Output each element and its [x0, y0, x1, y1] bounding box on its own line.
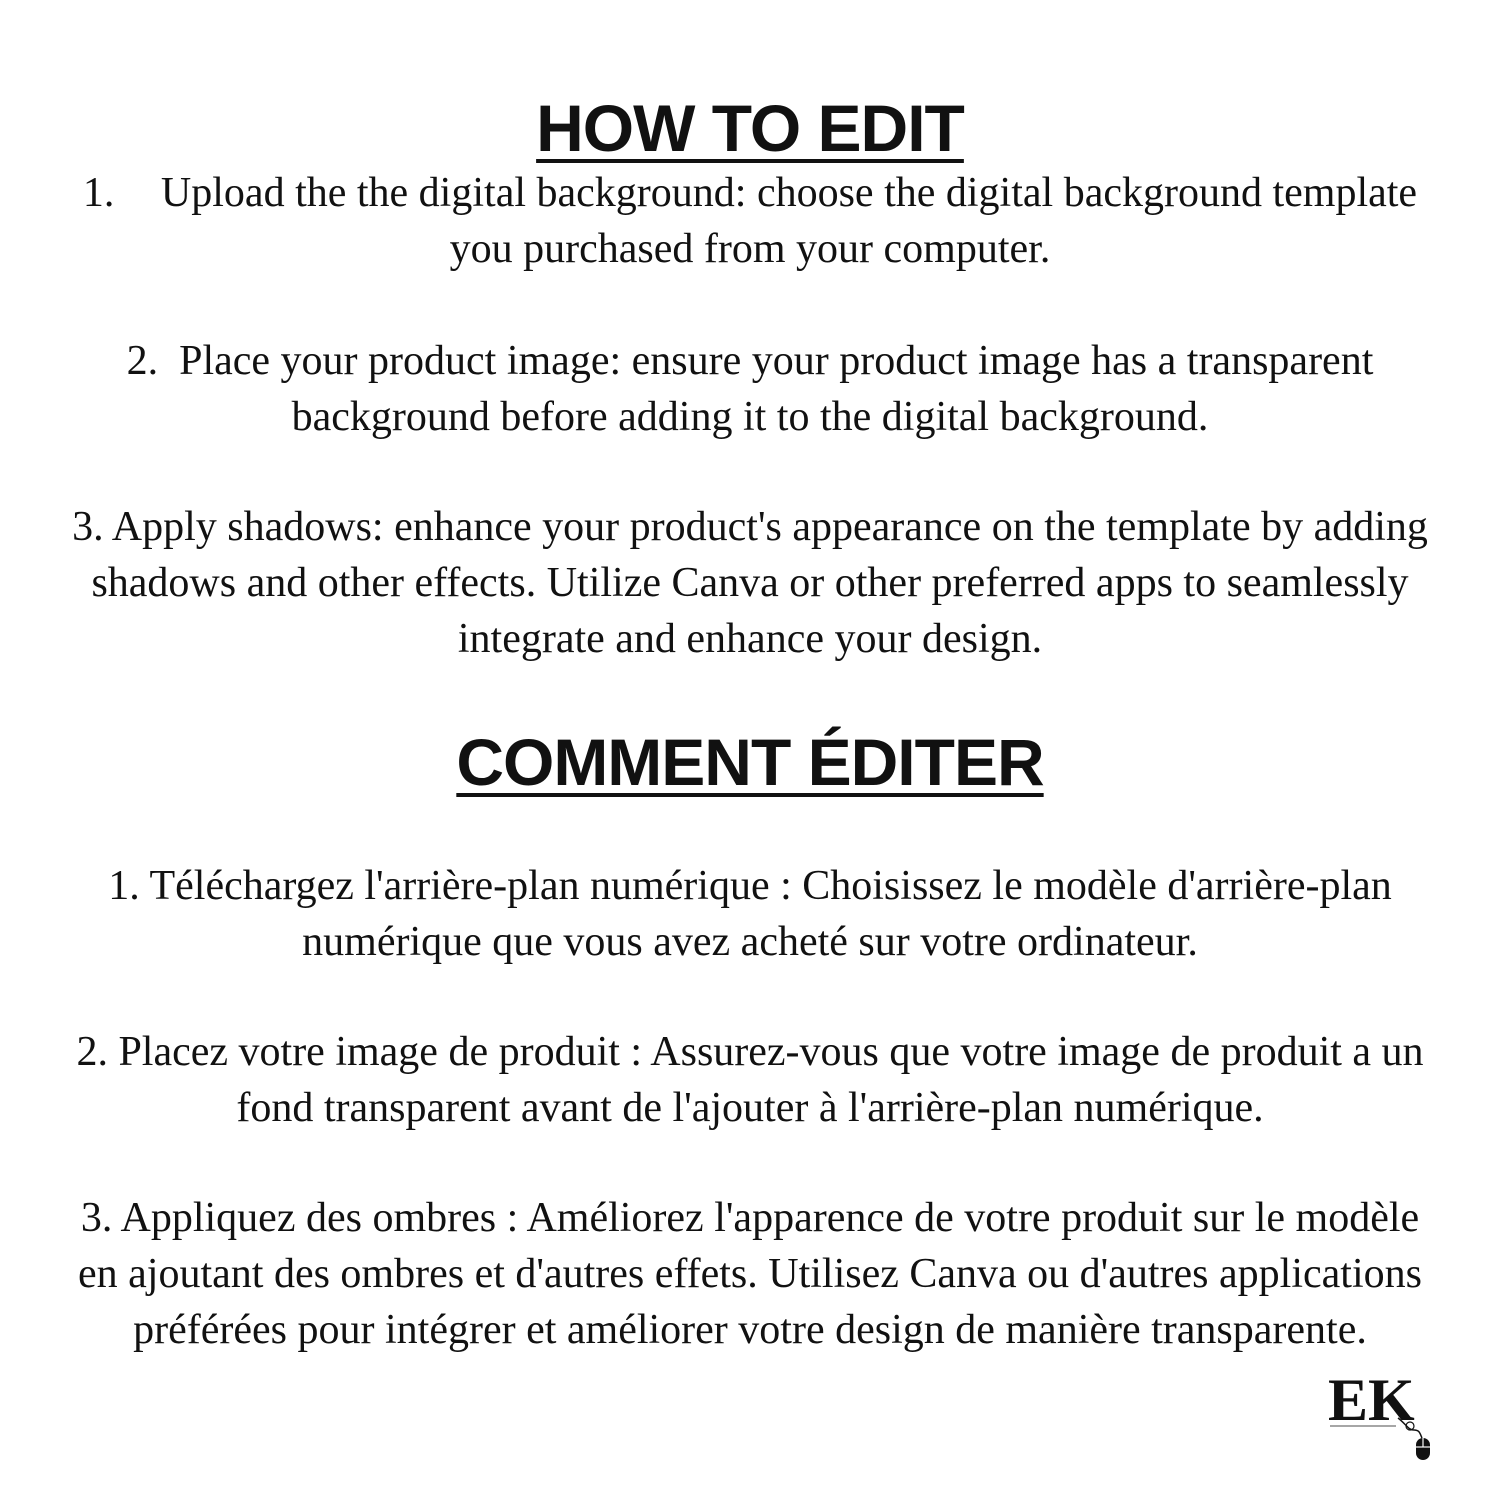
- french-step-3: [60, 1190, 1440, 1358]
- title-comment-editer: COMMENT ÉDITER: [456, 725, 1044, 799]
- english-step-3-number: 3.: [72, 504, 104, 550]
- computer-mouse-icon: [1416, 1438, 1430, 1460]
- french-step-2-number: 2.: [76, 1029, 108, 1075]
- french-step-1: [60, 858, 1440, 970]
- english-step-1-text: Upload the the digital background: choose the digital background template you purchased from your computer.: [160, 170, 1418, 272]
- english-step-2-number: 2.: [126, 338, 159, 384]
- french-step-2-text: Placez votre image de produit : Assurez-vous que votre image de produit a un fond transparent avant de l'ajouter à l'arrière-plan numérique.: [118, 1029, 1424, 1131]
- french-step-1-text: Téléchargez l'arrière-plan numérique : Choisissez le modèle d'arrière-plan numérique que vous avez acheté sur votre ordinateur.: [149, 863, 1392, 965]
- english-step-2: [60, 333, 1440, 445]
- english-step-1-number: 1.: [82, 170, 115, 216]
- french-step-1-number: 1.: [108, 863, 140, 909]
- title-how-to-edit: HOW TO EDIT: [536, 91, 964, 165]
- french-step-3-text: Appliquez des ombres : Améliorez l'apparence de votre produit sur le modèle en ajoutant des ombres et d'autres effets. Utilisez Canva ou d'autres applications préférées pour intégrer et améliorer votre design de manière transparente.: [78, 1195, 1422, 1353]
- english-step-3: [60, 499, 1440, 667]
- ek-logo-graphic: [1328, 1368, 1438, 1464]
- ek-logo-text: EK: [1328, 1368, 1415, 1433]
- french-step-3-number: 3.: [80, 1195, 113, 1241]
- ek-logo: [1328, 1368, 1438, 1464]
- english-step-2-text: Place your product image: ensure your product image has a transparent background before adding it to the digital background.: [179, 338, 1374, 440]
- french-step-2: [60, 1024, 1440, 1136]
- english-step-3-text: Apply shadows: enhance your product's appearance on the template by adding shadows and other effects. Utilize Canva or other preferred apps to seamlessly integrate and enhance your design.: [91, 504, 1428, 662]
- english-step-1: [60, 165, 1440, 277]
